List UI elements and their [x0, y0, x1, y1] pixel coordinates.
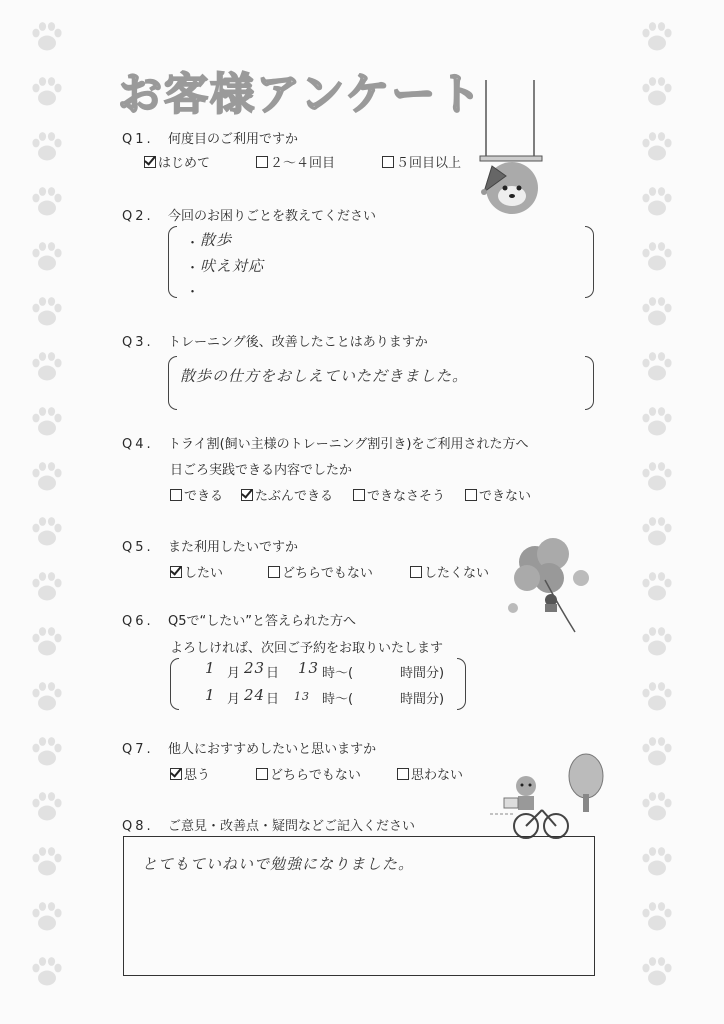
q6-hour-2: 13: [294, 690, 310, 703]
paw-print-icon: [30, 515, 64, 549]
q1-text: 何度目のご利用ですか: [168, 132, 299, 147]
bracket-right: [585, 356, 594, 410]
q6-subtext: よろしければ、次回ご予約をお取りいたします: [170, 641, 444, 656]
option-label: できる: [184, 489, 224, 504]
q4-option-3[interactable]: [353, 485, 445, 504]
checkbox[interactable]: [256, 768, 268, 780]
q1-number: Q1.: [122, 132, 154, 147]
q7-text: 他人におすすめしたいと思いますか: [168, 742, 377, 757]
q7-option-2[interactable]: [256, 764, 361, 783]
checkbox[interactable]: [170, 566, 182, 578]
q1-option-3[interactable]: [382, 152, 461, 171]
paw-print-icon: [30, 955, 64, 989]
checkbox[interactable]: [241, 489, 253, 501]
q6-number: Q6.: [122, 614, 154, 629]
paw-print-icon: [640, 735, 674, 769]
q2-number: Q2.: [122, 209, 154, 224]
paw-print-icon: [640, 240, 674, 274]
q8-answer: とてもていねいで勉強になりました。: [142, 855, 415, 873]
option-label: はじめて: [158, 156, 211, 171]
q4-option-4[interactable]: [465, 485, 531, 504]
month-label: 月: [227, 692, 241, 707]
paw-print-icon: [30, 735, 64, 769]
page-title: お客様アンケート: [118, 69, 484, 120]
q4-subtext: 日ごろ実践できる内容でしたか: [170, 463, 353, 478]
bracket-right: [457, 658, 466, 710]
q7-option-3[interactable]: [397, 764, 463, 783]
q3-heading: [122, 331, 428, 350]
q4-option-1[interactable]: [170, 485, 223, 504]
q7-heading: [122, 738, 376, 757]
hour-label: 時～(: [322, 692, 354, 707]
paw-print-icon: [640, 900, 674, 934]
q2-text: 今回のお困りごとを教えてください: [168, 209, 377, 224]
paw-print-icon: [30, 295, 64, 329]
q5-number: Q5.: [122, 540, 154, 555]
q2-answer-1: 散歩: [200, 231, 233, 249]
bracket-left: [168, 356, 177, 410]
q8-text: ご意見・改善点・疑問などご記入ください: [168, 819, 416, 834]
paw-print-icon: [640, 790, 674, 824]
paw-print-icon: [30, 570, 64, 604]
q6-month-1: 1: [205, 659, 216, 677]
checkbox[interactable]: [410, 566, 422, 578]
paw-print-icon: [30, 75, 64, 109]
day-label: 日: [266, 666, 280, 681]
q6-hour-1: 13: [298, 659, 320, 677]
paw-print-icon: [640, 625, 674, 659]
paw-print-icon: [30, 20, 64, 54]
checkbox[interactable]: [268, 566, 280, 578]
paw-print-icon: [30, 680, 64, 714]
paw-print-icon: [640, 295, 674, 329]
paw-print-icon: [640, 460, 674, 494]
q6-day-1: 23: [244, 659, 266, 677]
bracket-left: [168, 226, 177, 298]
option-label: したくない: [424, 566, 490, 581]
option-label: したい: [184, 566, 224, 581]
bear-on-swing-icon: [470, 80, 560, 230]
q4-heading: [122, 433, 529, 452]
paw-print-icon: [30, 240, 64, 274]
duration-label: 時間分): [400, 692, 445, 707]
paw-print-icon: [30, 130, 64, 164]
paw-print-icon: [30, 350, 64, 384]
option-label: ２～４回目: [270, 156, 336, 171]
paw-print-icon: [30, 625, 64, 659]
checkbox[interactable]: [465, 489, 477, 501]
q7-option-1[interactable]: [170, 764, 210, 783]
option-label: たぶんできる: [255, 489, 334, 504]
month-label: 月: [227, 666, 241, 681]
bullet: ・: [186, 285, 200, 300]
checkbox[interactable]: [170, 768, 182, 780]
paw-print-icon: [30, 845, 64, 879]
bullet: ・: [186, 236, 200, 251]
option-label: ５回目以上: [396, 156, 462, 171]
day-label: 日: [266, 692, 280, 707]
q5-option-3[interactable]: [410, 562, 489, 581]
q6-day-2: 24: [244, 686, 266, 704]
paw-print-icon: [30, 900, 64, 934]
option-label: 思う: [184, 768, 211, 783]
paw-print-icon: [640, 845, 674, 879]
option-label: できなさそう: [367, 489, 446, 504]
paw-print-icon: [640, 955, 674, 989]
checkbox[interactable]: [144, 156, 156, 168]
q1-heading: [122, 128, 298, 147]
bullet: ・: [186, 261, 200, 276]
q6-text: Q5で“したい”と答えられた方へ: [168, 614, 356, 629]
paw-print-icon: [30, 185, 64, 219]
q4-option-2[interactable]: [241, 485, 333, 504]
q5-option-1[interactable]: [170, 562, 223, 581]
bracket-left: [170, 658, 179, 710]
checkbox[interactable]: [382, 156, 394, 168]
q5-heading: [122, 536, 298, 555]
q6-heading: [122, 610, 356, 629]
q8-number: Q8.: [122, 819, 154, 834]
q1-option-1[interactable]: [144, 152, 210, 171]
q2-heading: [122, 205, 376, 224]
option-label: できない: [479, 489, 532, 504]
paw-print-icon: [640, 130, 674, 164]
option-label: どちらでもない: [282, 566, 373, 581]
paw-print-icon: [640, 405, 674, 439]
q4-text: トライ割(飼い主様のトレーニング割引き)をご利用された方へ: [168, 437, 529, 452]
option-label: どちらでもない: [270, 768, 361, 783]
bracket-right: [585, 226, 594, 298]
checkbox[interactable]: [170, 489, 182, 501]
q3-text: トレーニング後、改善したことはありますか: [168, 335, 428, 350]
checkbox[interactable]: [353, 489, 365, 501]
paw-print-icon: [640, 350, 674, 384]
q6-month-2: 1: [205, 686, 216, 704]
q1-option-2[interactable]: [256, 152, 335, 171]
q3-answer: 散歩の仕方をおしえていただきました。: [180, 367, 469, 385]
comment-box[interactable]: [123, 836, 595, 976]
paw-print-icon: [640, 185, 674, 219]
paw-print-icon: [640, 20, 674, 54]
q3-number: Q3.: [122, 335, 154, 350]
clover-icon: [505, 538, 605, 638]
q2-answer-2: 吠え対応: [200, 257, 265, 275]
paw-print-icon: [640, 680, 674, 714]
q4-number: Q4.: [122, 437, 154, 452]
q8-heading: [122, 815, 415, 834]
hour-label: 時～(: [322, 666, 354, 681]
option-label: 思わない: [411, 768, 464, 783]
q7-number: Q7.: [122, 742, 154, 757]
q5-text: また利用したいですか: [168, 540, 299, 555]
duration-label: 時間分): [400, 666, 445, 681]
paw-print-icon: [640, 75, 674, 109]
paw-print-icon: [30, 790, 64, 824]
checkbox[interactable]: [256, 156, 268, 168]
paw-print-icon: [30, 460, 64, 494]
paw-print-icon: [30, 405, 64, 439]
checkbox[interactable]: [397, 768, 409, 780]
paw-print-icon: [640, 515, 674, 549]
q5-option-2[interactable]: [268, 562, 373, 581]
paw-print-icon: [640, 570, 674, 604]
bear-on-bicycle-icon: [486, 774, 576, 840]
